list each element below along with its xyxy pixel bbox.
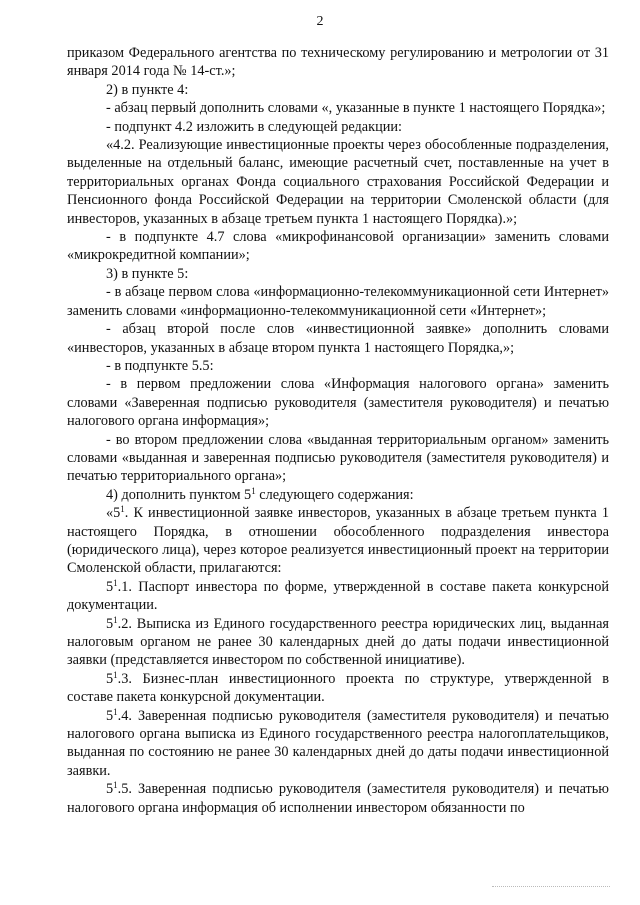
paragraph-5-1-intro [67, 504, 609, 578]
paragraph-5-1-intro-before: «5 [106, 505, 121, 522]
paragraph-5-abzac2: - абзац второй после слов «инвестиционной заявке» дополнить словами «инвесторов, указанных в абзаце втором пункта 1 настоящего Порядка,»; [67, 321, 609, 356]
document-body [67, 44, 609, 817]
superscript: 1 [113, 780, 118, 791]
superscript: 1 [113, 614, 118, 625]
scan-artifact-line [492, 886, 610, 889]
paragraph-5-1-3-before: 5 [106, 670, 114, 687]
paragraph-5-1-2-after: .2. Выписка из Единого государственного реестра юридических лиц, выданная налоговым органом не ранее 30 календарных дней до даты подачи инвестиционной заявки (представляется инвестором по собственной инициативе). [67, 615, 609, 669]
superscript: 1 [120, 504, 125, 515]
paragraph-5-1-5 [67, 780, 609, 817]
paragraph-5-1-4-before: 5 [106, 707, 114, 724]
paragraph-4-abzac1: - абзац первый дополнить словами «, указанные в пункте 1 настоящего Порядка»; [106, 100, 606, 117]
paragraph-5-5-first: - в первом предложении слова «Информация налогового органа» заменить словами «Заверенная подписью руководителя (заместителя руководителя) и печатью налогового органа информация»; [67, 376, 609, 430]
superscript: 1 [251, 485, 256, 496]
paragraph-5-1-4 [67, 707, 609, 781]
paragraph-4-2-text: «4.2. Реализующие инвестиционные проекты через обособленные подразделения, выделенные на отдельный баланс, имеющие расчетный счет, поставленные на учет в территориальных органах Фонда социального страхования Российской Федерации и Пенсионного фонда Российской Федерации на территории Смоленской области (для инвесторов, указанных в абзаце третьем пункта 1 настоящего Порядка).»; [67, 137, 609, 227]
paragraph-5-5-second: - во втором предложении слова «выданная территориальным органом» заменить словами «выданная и заверенная подписью руководителя (заместителя руководителя) и печатью территориального органа»; [67, 431, 609, 485]
superscript: 1 [113, 669, 118, 680]
paragraph-item-3: 3) в пункте 5: [106, 265, 189, 282]
superscript: 1 [113, 706, 118, 717]
paragraph-5-1-2 [67, 615, 609, 670]
superscript: 1 [113, 577, 118, 588]
paragraph-item-2: 2) в пункте 4: [106, 81, 189, 98]
paragraph-5-1-3 [67, 670, 609, 707]
paragraph-4-7: - в подпункте 4.7 слова «микрофинансовой организации» заменить словами «микрокредитной компании»; [67, 229, 609, 264]
paragraph-5-1-1-before: 5 [106, 578, 114, 595]
paragraph-5-1-1 [67, 578, 609, 615]
paragraph-item-4-before: 4) дополнить пунктом 5 [106, 486, 252, 503]
paragraph-5-1-1-after: .1. Паспорт инвестора по форме, утвержденной в составе пакета конкурсной документации. [67, 578, 609, 614]
paragraph-5-5-intro: - в подпункте 5.5: [106, 357, 214, 374]
paragraph-item-4-after: следующего содержания: [255, 486, 414, 503]
paragraph-5-1-3-after: .3. Бизнес-план инвестиционного проекта по структуре, утвержденной в составе пакета конкурсной документации. [67, 670, 609, 706]
paragraph-5-1-2-before: 5 [106, 615, 114, 632]
paragraph-5-1-4-after: .4. Заверенная подписью руководителя (заместителя руководителя) и печатью налогового органа выписка из Единого государственного реестра налогоплательщиков, выданная по состоянию не ранее 30 календарных дней до даты подачи инвестиционной заявки. [67, 707, 609, 779]
paragraph-4-2-intro: - подпункт 4.2 изложить в следующей редакции: [106, 118, 403, 135]
paragraph-item-4 [67, 486, 609, 504]
paragraph-5-1-5-before: 5 [106, 781, 114, 798]
paragraph-5-1-5-after: .5. Заверенная подписью руководителя (заместителя руководителя) и печатью налогового органа информация об исполнении инвестором обязанности по [67, 781, 609, 816]
paragraph-5-1-intro-after: . К инвестиционной заявке инвесторов, указанных в абзаце третьем пункта 1 настоящего Порядка, в отношении обособленного подразделения инвестора (юридического лица), через которое реализуется инвестиционный проект на территории Смоленской области, прилагаются: [67, 505, 609, 577]
paragraph-continuation: приказом Федерального агентства по техническому регулированию и метрологии от 31 января 2014 года № 14-ст.»; [67, 45, 609, 80]
page-number: 2 [316, 14, 324, 29]
paragraph-5-abzac1: - в абзаце первом слова «информационно-телекоммуникационной сети Интернет» заменить словами «информационно-телекоммуникационной сети «Интернет»; [67, 284, 609, 319]
